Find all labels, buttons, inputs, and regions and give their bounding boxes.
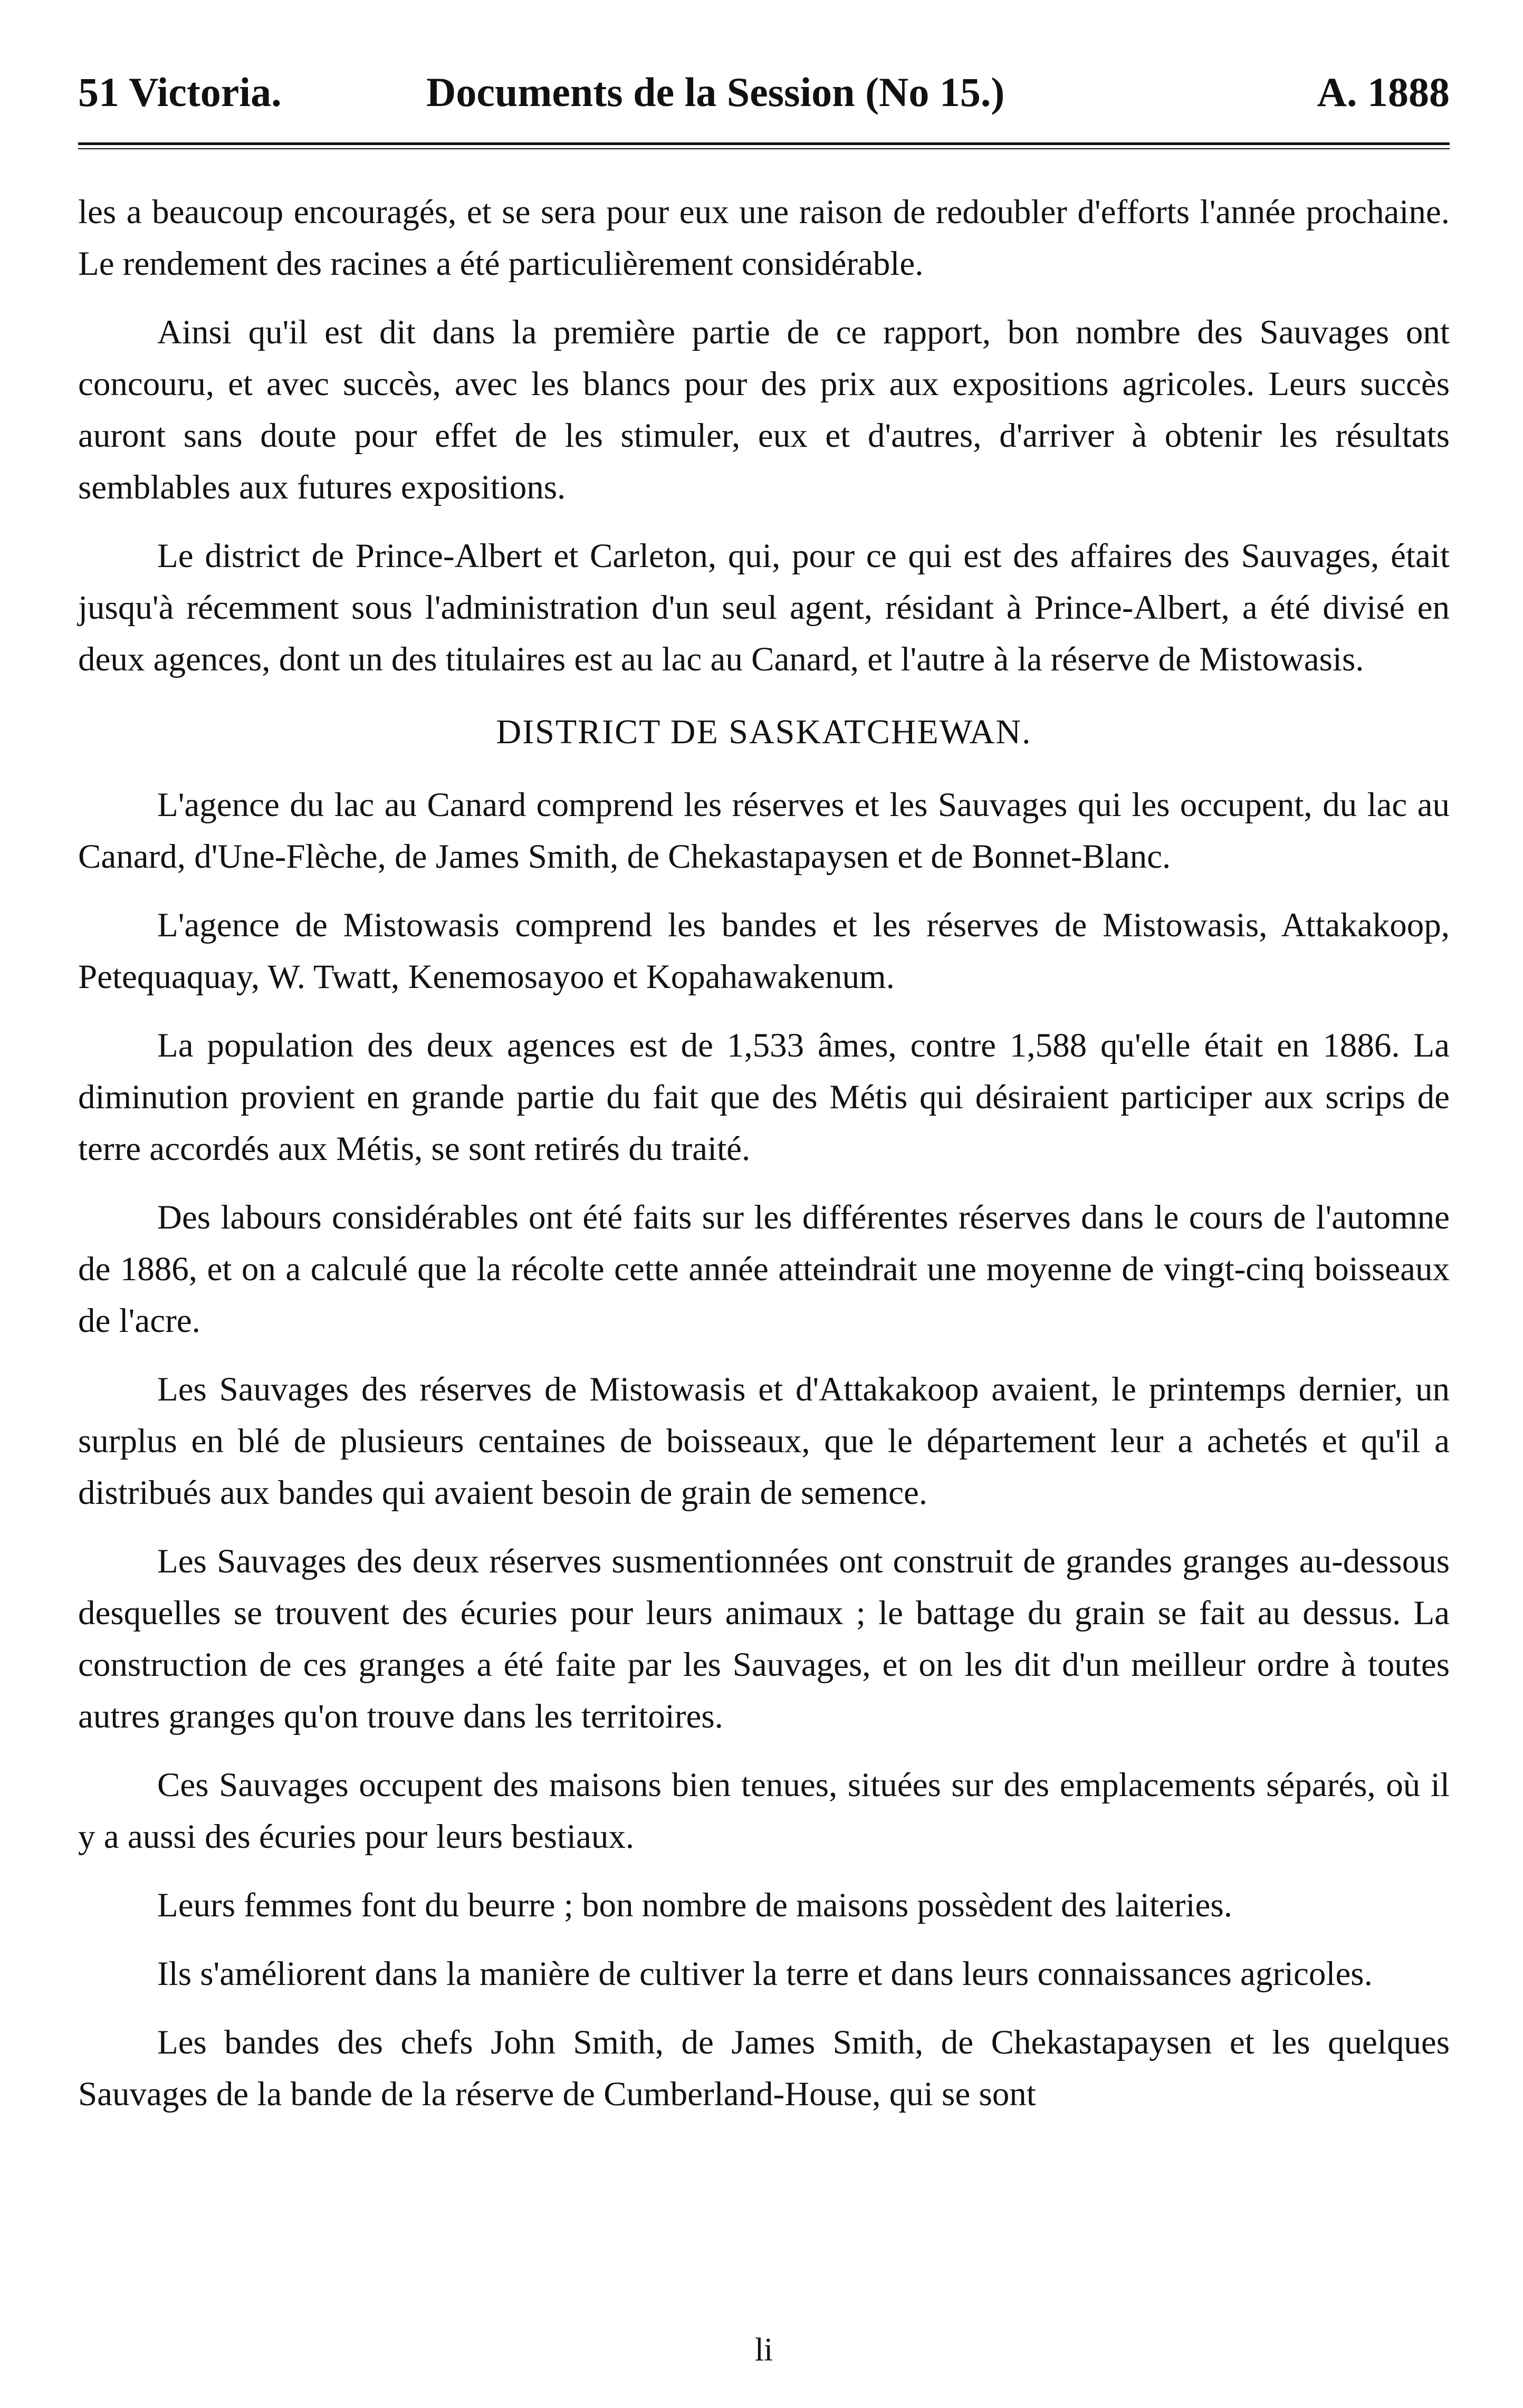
paragraph: Les bandes des chefs John Smith, de James Smith, de Chekastapaysen et les quelques Sauvages de la bande de la réserve de Cumberland-House, qui se sont [78,2023,1450,2113]
header-title: Documents de la Session (No 15.) [426,69,1005,115]
paragraph: L'agence de Mistowasis comprend les bandes et les réserves de Mistowasis, Attakakoop, Petequaquay, W. Twatt, Kenemosayoo et Kopahawakenum. [78,906,1450,996]
page-number: li [754,2332,773,2368]
paragraph: Ces Sauvages occupent des maisons bien tenues, situées sur des emplacements séparés, où il y a aussi des écuries pour leurs bestiaux. [78,1766,1450,1856]
paragraph: les a beaucoup encouragés, et se sera pour eux une raison de redoubler d'efforts l'année prochaine. Le rendement des racines a été particulièrement considérable. [78,193,1450,283]
header-rule [78,142,1450,149]
header-year: A. 1888 [1317,69,1450,115]
header-volume: 51 Victoria. [78,69,282,115]
paragraph: Ils s'améliorent dans la manière de cultiver la terre et dans leurs connaissances agricoles. [157,1955,1373,1993]
paragraph: Le district de Prince-Albert et Carleton, qui, pour ce qui est des affaires des Sauvages, était jusqu'à récemment sous l'administration d'un seul agent, résidant à Prince-Albert, a été divisé en deux agences, dont un des titulaires est au lac au Canard, et l'autre à la réserve de Mistowasis. [78,537,1450,678]
paragraph: Des labours considérables ont été faits sur les différentes réserves dans le cours de l'automne de 1886, et on a calculé que la récolte cette année atteindrait une moyenne de vingt-cinq boisseaux de l'acre. [78,1198,1450,1340]
document-page [78,63,1450,2368]
paragraph: Ainsi qu'il est dit dans la première partie de ce rapport, bon nombre des Sauvages ont concouru, et avec succès, avec les blancs pour des prix aux expositions agricoles. Leurs succès auront sans doute pour effet de les stimuler, eux et d'autres, d'arriver à obtenir les résultats semblables aux futures expositions. [78,313,1450,506]
paragraph: L'agence du lac au Canard comprend les réserves et les Sauvages qui les occupent, du lac au Canard, d'Une-Flèche, de James Smith, de Chekastapaysen et de Bonnet-Blanc. [78,786,1450,876]
paragraph: La population des deux agences est de 1,533 âmes, contre 1,588 qu'elle était en 1886. La diminution provient en grande partie du fait que des Métis qui désiraient participer aux scrips de terre accordés aux Métis, se sont retirés du traité. [78,1026,1450,1168]
paragraph: Les Sauvages des deux réserves susmentionnées ont construit de grandes granges au-dessous desquelles se trouvent des écuries pour leurs animaux ; le battage du grain se fait au dessus. La construction de ces granges a été faite par les Sauvages, et on les dit d'un meilleur ordre à toutes autres granges qu'on trouve dans les territoires. [78,1542,1450,1735]
section-heading: DISTRICT DE SASKATCHEWAN. [496,713,1032,751]
running-header [78,63,1450,121]
paragraph: Leurs femmes font du beurre ; bon nombre de maisons possèdent des laiteries. [157,1886,1232,1924]
paragraph: Les Sauvages des réserves de Mistowasis et d'Attakakoop avaient, le printemps dernier, un surplus en blé de plusieurs centaines de boisseaux, que le département leur a achetés et qu'il a distribués aux bandes qui avaient besoin de grain de semence. [78,1370,1450,1512]
body-text [78,186,1450,2120]
